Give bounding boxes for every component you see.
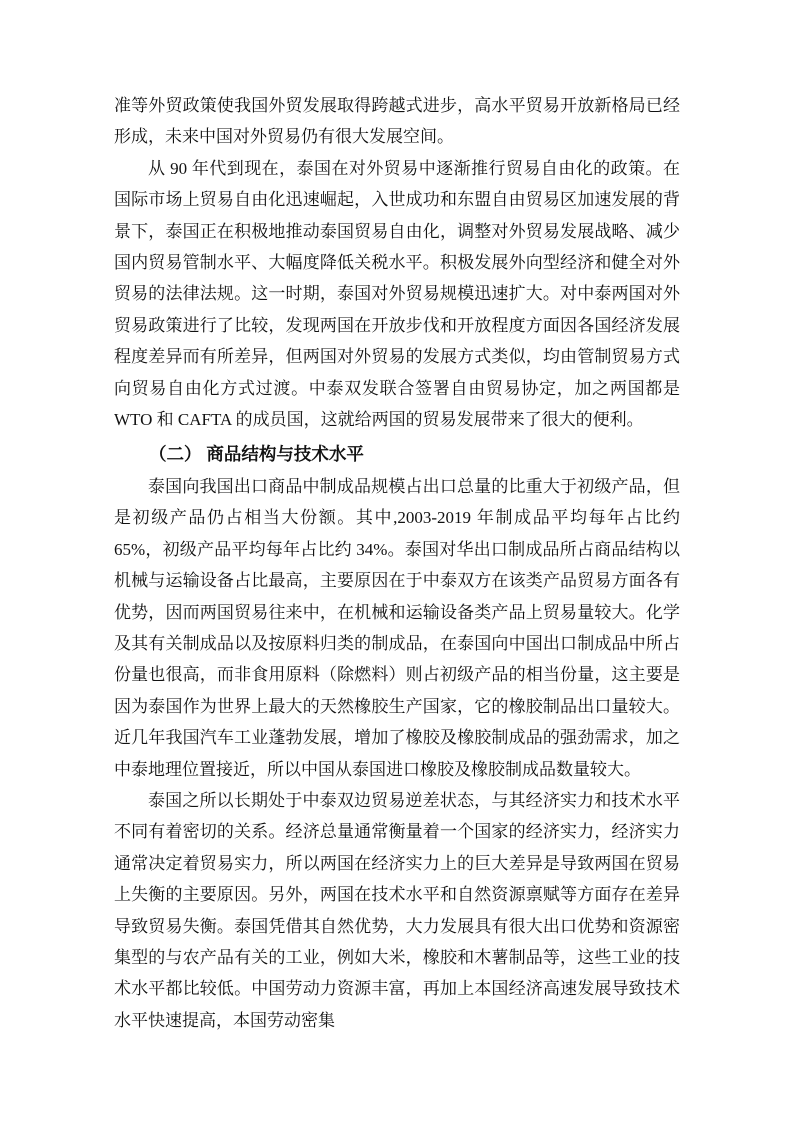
section-heading-commodity-structure: （二） 商品结构与技术水平: [149, 444, 364, 465]
paragraph-trade-liberalization: 从 90 年代到现在，泰国在对外贸易中逐渐推行贸易自由化的政策。在国际市场上贸易自由化迅速崛起，入世成功和东盟自由贸易区加速发展的背景下，泰国正在积极地推动泰国贸易自由化，调整对外贸易发展战略、减少国内贸易管制水平、大幅度降低关税水平。积极发展外向型经济和健全对外贸易的法律法规。这一时期，泰国对外贸易规模迅速扩大。对中泰两国对外贸易政策进行了比较，发现两国在开放步伐和开放程度方面因各国经济发展程度差异而有所差异，但两国对外贸易的发展方式类似，均由管制贸易方式向贸易自由化方式过渡。中泰双发联合签署自由贸易协定，加之两国都是 WTO 和 CAFTA 的成员国，这就给两国的贸易发展带来了很大的便利。: [114, 158, 680, 430]
paragraph-trade-deficit: 泰国之所以长期处于中泰双边贸易逆差状态，与其经济实力和技术水平不同有着密切的关系。经济总量通常衡量着一个国家的经济实力，经济实力通常决定着贸易实力，所以两国在经济实力上的巨大差异是导致两国在贸易上失衡的主要原因。另外，两国在技术水平和自然资源禀赋等方面存在差异导致贸易失衡。泰国凭借其自然优势，大力发展具有很大出口优势和资源密集型的与农产品有关的工业，例如大米，橡胶和木薯制品等，这些工业的技术水平都比较低。中国劳动力资源丰富，再加上本国经济高速发展导致技术水平快速提高，本国劳动密集: [114, 790, 680, 1030]
paragraph-continuation: 准等外贸政策使我国外贸发展取得跨越式进步，高水平贸易开放新格局已经形成，未来中国对外贸易仍有很大发展空间。: [114, 96, 680, 147]
document-text-block: [114, 90, 680, 1036]
paragraph-commodity-structure: 泰国向我国出口商品中制成品规模占出口总量的比重大于初级产品，但是初级产品仍占相当大份额。其中,2003-2019 年制成品平均每年占比约 65%，初级产品平均每年占比约 34%。泰国对华出口制成品所占商品结构以机械与运输设备占比最高，主要原因在于中泰双方在该类产品贸易方面各有优势，因而两国贸易往来中，在机械和运输设备类产品上贸易量较大。化学及其有关制成品以及按原料归类的制成品，在泰国向中国出口制成品中所占份量也很高，而非食用原料（除燃料）则占初级产品的相当份量，这主要是因为泰国作为世界上最大的天然橡胶生产国家，它的橡胶制品出口量较大。近几年我国汽车工业蓬勃发展，增加了橡胶及橡胶制成品的强劲需求，加之中泰地理位置接近，所以中国从泰国进口橡胶及橡胶制成品数量较大。: [114, 476, 680, 779]
